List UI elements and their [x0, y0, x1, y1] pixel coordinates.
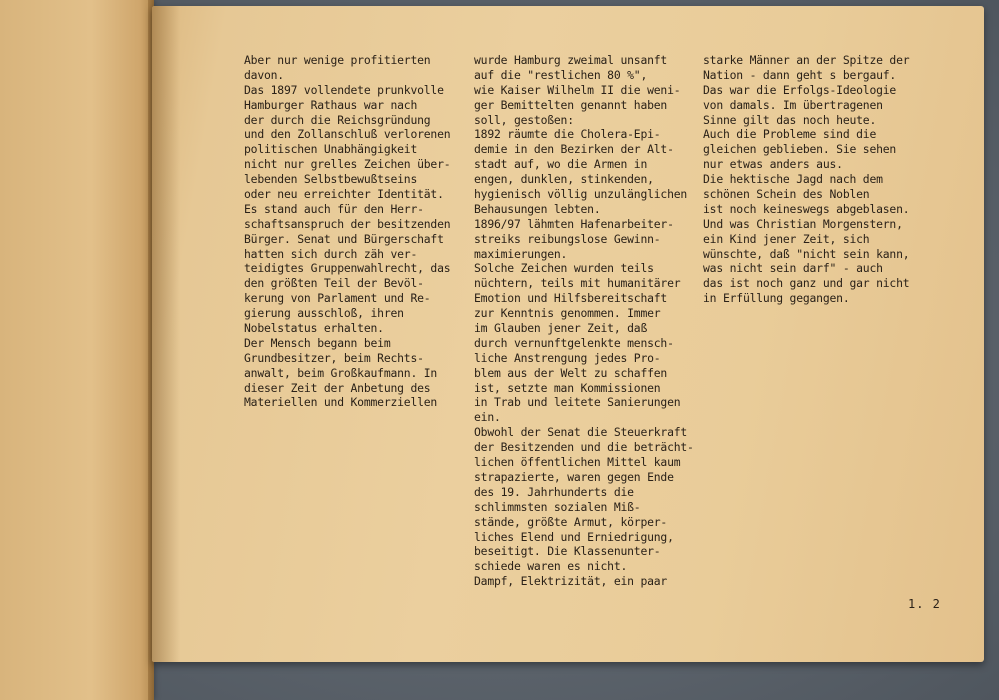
text-line: ein. — [474, 410, 501, 425]
text-line: nur etwas anders aus. — [703, 157, 843, 172]
text-line: starke Männer an der Spitze der — [703, 53, 910, 67]
page-gutter-shadow — [152, 6, 180, 662]
text-line: von damals. Im übertragenen — [703, 97, 883, 112]
text-line: schiede waren es nicht. — [474, 559, 628, 574]
left-facing-page — [0, 0, 152, 700]
text-line: stände, größte Armut, körper- — [474, 514, 668, 529]
text-line: der Besitzenden und die beträcht- — [474, 440, 694, 455]
text-line: nicht nur grelles Zeichen über- — [244, 157, 451, 172]
text-line: was nicht sein darf" - auch — [703, 261, 883, 276]
text-line: engen, dunklen, stinkenden, — [474, 172, 654, 187]
text-line: politischen Unabhängigkeit — [244, 142, 418, 157]
text-line: schönen Schein des Noblen — [703, 187, 870, 202]
page-number: 1. 2 — [908, 597, 941, 611]
text-line: gierung ausschloß, ihren — [244, 306, 404, 321]
text-line: Auch die Probleme sind die — [703, 127, 877, 142]
text-line: teidigtes Gruppenwahlrecht, das — [244, 261, 451, 276]
text-line: Dampf, Elektrizität, ein paar — [474, 574, 668, 589]
text-line: hygienisch völlig unzulänglichen — [474, 187, 688, 202]
text-line: anwalt, beim Großkaufmann. In — [244, 365, 438, 380]
text-line: Solche Zeichen wurden teils — [474, 261, 654, 276]
text-line: Behausungen lebten. — [474, 201, 601, 216]
text-column-3 — [703, 53, 909, 306]
text-line: lebenden Selbstbewußtseins — [244, 172, 418, 187]
text-line: Materiellen und Kommerziellen — [244, 395, 438, 410]
text-line: soll, gestoßen: — [474, 112, 574, 127]
text-line: hatten sich durch zäh ver- — [244, 246, 418, 261]
text-line: Aber nur wenige profitierten — [244, 53, 431, 67]
text-line: Obwohl der Senat die Steuerkraft — [474, 425, 688, 440]
text-line: Grundbesitzer, beim Rechts- — [244, 350, 424, 365]
text-line: durch vernunftgelenkte mensch- — [474, 335, 674, 350]
text-line: liche Anstrengung jedes Pro- — [474, 350, 661, 365]
text-line: Die hektische Jagd nach dem — [703, 172, 883, 187]
book-page — [152, 6, 984, 662]
text-line: und den Zollanschluß verlorenen — [244, 127, 451, 142]
text-line: ein Kind jener Zeit, sich — [703, 231, 870, 246]
text-line: wurde Hamburg zweimal unsanft — [474, 53, 668, 67]
text-line: Sinne gilt das noch heute. — [703, 112, 877, 127]
text-line: blem aus der Welt zu schaffen — [474, 365, 668, 380]
text-line: Und was Christian Morgenstern, — [703, 216, 903, 231]
text-line: streiks reibungslose Gewinn- — [474, 231, 661, 246]
text-line: im Glauben jener Zeit, daß — [474, 321, 648, 336]
text-line: ger Bemittelten genannt haben — [474, 97, 668, 112]
text-line: gleichen geblieben. Sie sehen — [703, 142, 897, 157]
text-line: den größten Teil der Bevöl- — [244, 276, 424, 291]
text-line: oder neu erreichter Identität. — [244, 187, 444, 202]
text-line: Bürger. Senat und Bürgerschaft — [244, 231, 444, 246]
text-line: kerung von Parlament und Re- — [244, 291, 431, 306]
text-line: Nation - dann geht s bergauf. — [703, 67, 897, 82]
text-line: wünschte, daß "nicht sein kann, — [703, 246, 910, 261]
text-line: davon. — [244, 67, 284, 82]
text-line: 1892 räumte die Cholera-Epi- — [474, 127, 661, 142]
text-line: Nobelstatus erhalten. — [244, 321, 384, 336]
text-column-1 — [244, 53, 450, 410]
text-line: 1896/97 lähmten Hafenarbeiter- — [474, 216, 674, 231]
text-line: schlimmsten sozialen Miß- — [474, 499, 641, 514]
text-line: des 19. Jahrhunderts die — [474, 484, 634, 499]
text-line: demie in den Bezirken der Alt- — [474, 142, 674, 157]
text-line: liches Elend und Erniedrigung, — [474, 529, 674, 544]
text-line: ist noch keineswegs abgeblasen. — [703, 201, 910, 216]
text-line: schaftsanspruch der besitzenden — [244, 216, 451, 231]
text-line: das ist noch ganz und gar nicht — [703, 276, 910, 291]
text-line: Das 1897 vollendete prunkvolle — [244, 82, 444, 97]
text-line: auf die "restlichen 80 %", — [474, 67, 648, 82]
text-line: Das war die Erfolgs-Ideologie — [703, 82, 897, 97]
text-line: der durch die Reichsgründung — [244, 112, 431, 127]
text-line: Es stand auch für den Herr- — [244, 201, 424, 216]
text-line: maximierungen. — [474, 246, 568, 261]
text-line: strapazierte, waren gegen Ende — [474, 469, 674, 484]
text-line: in Erfüllung gegangen. — [703, 291, 850, 306]
text-column-2 — [474, 53, 694, 589]
text-line: stadt auf, wo die Armen in — [474, 157, 648, 172]
text-line: ist, setzte man Kommissionen — [474, 380, 661, 395]
text-line: beseitigt. Die Klassenunter- — [474, 544, 661, 559]
text-line: dieser Zeit der Anbetung des — [244, 380, 431, 395]
text-line: Der Mensch begann beim — [244, 335, 391, 350]
text-line: Hamburger Rathaus war nach — [244, 97, 418, 112]
text-line: Emotion und Hilfsbereitschaft — [474, 291, 668, 306]
text-line: wie Kaiser Wilhelm II die weni- — [474, 82, 681, 97]
text-line: nüchtern, teils mit humanitärer — [474, 276, 681, 291]
text-line: zur Kenntnis genommen. Immer — [474, 306, 661, 321]
text-line: lichen öffentlichen Mittel kaum — [474, 455, 681, 470]
text-line: in Trab und leitete Sanierungen — [474, 395, 681, 410]
